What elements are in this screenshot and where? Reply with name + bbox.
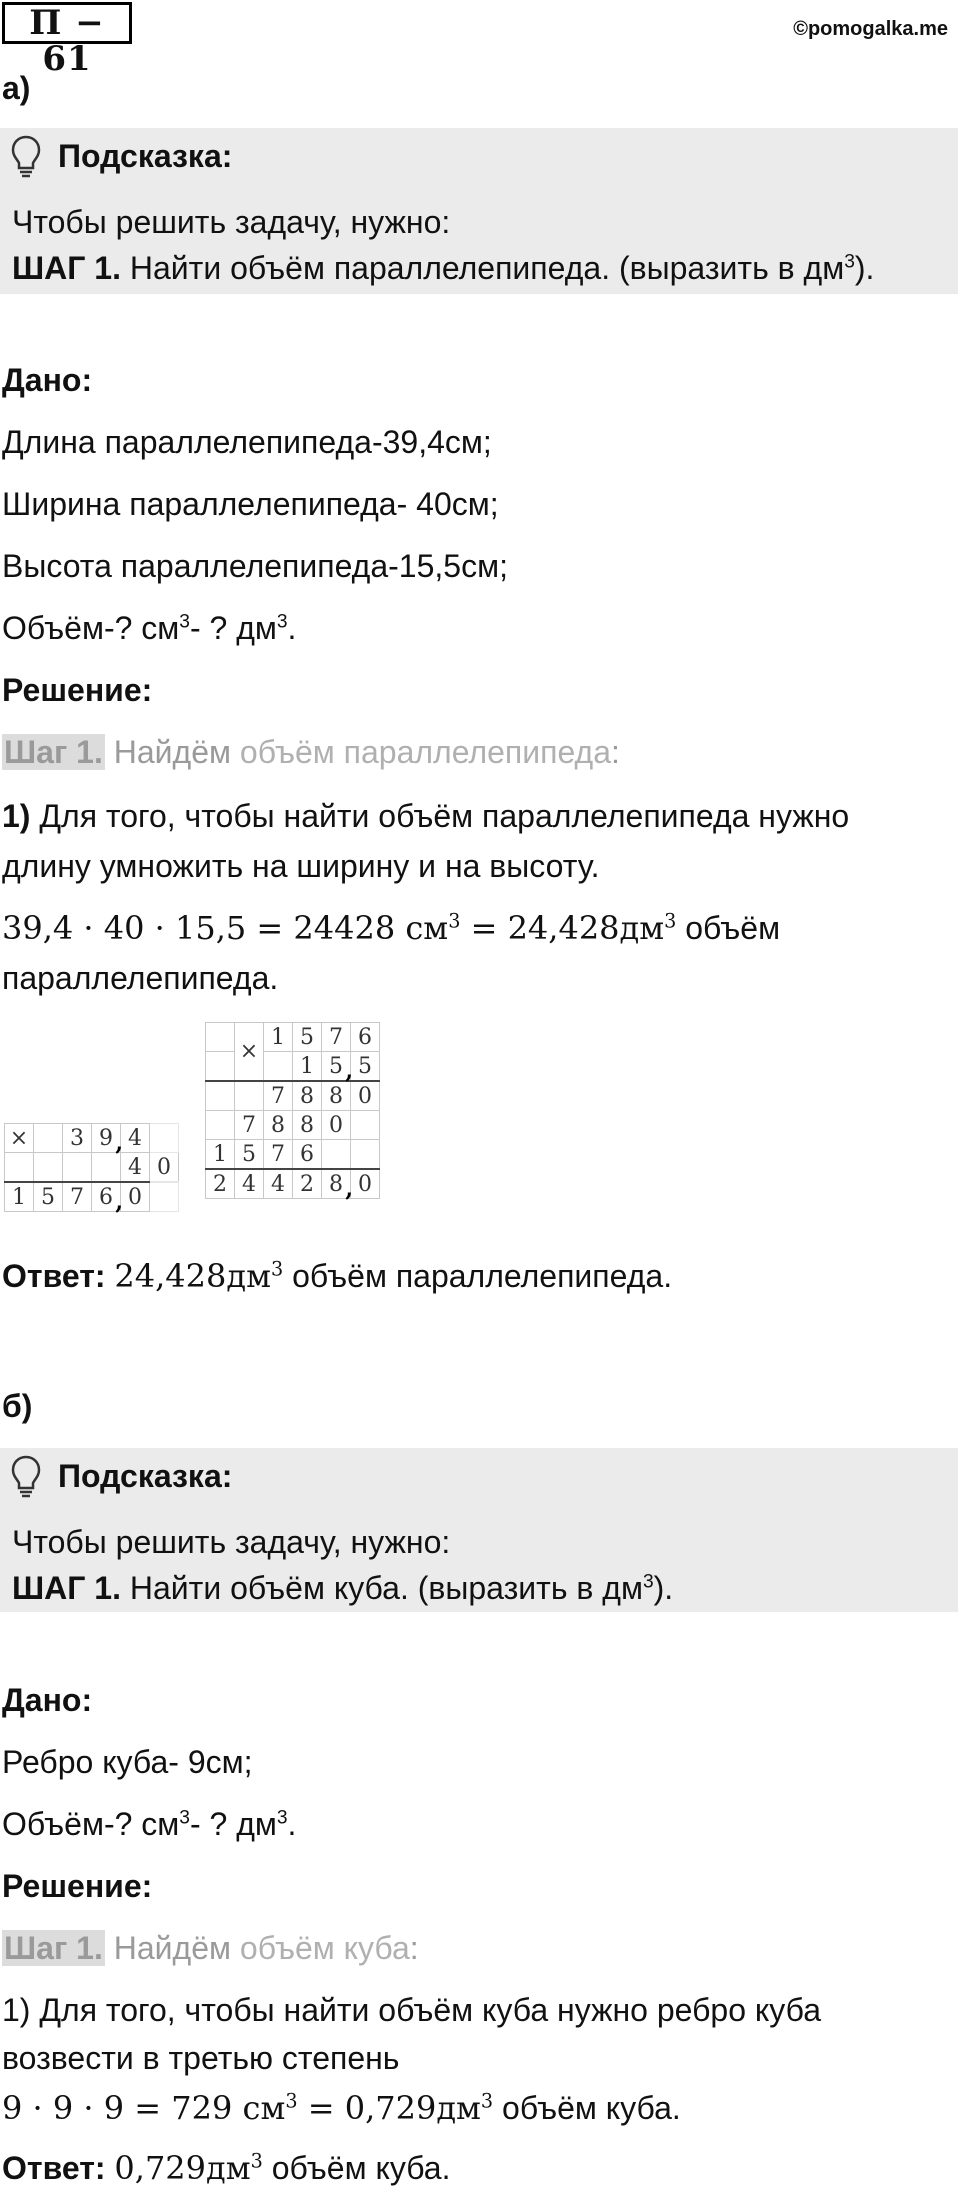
calc-cell: 4: [121, 1124, 150, 1153]
given-line: Ребро куба- 9см;: [2, 1744, 253, 1780]
find-text: .: [287, 610, 297, 646]
find-text: - ? дм: [189, 1806, 277, 1842]
calc-cell: 3: [63, 1124, 92, 1153]
calc-cell: 4: [121, 1153, 150, 1183]
answer-line: [2, 1256, 672, 1296]
calc-cell: ×: [5, 1124, 34, 1153]
calc-cell: 1: [293, 1052, 322, 1082]
calc-cell: 8: [322, 1081, 351, 1111]
solution-title: Решение:: [2, 672, 153, 708]
step-label: Шаг 1.: [4, 734, 103, 770]
calc-cell: [206, 1081, 235, 1111]
part-a-label: а): [2, 70, 31, 106]
formula-tail: объём: [685, 910, 781, 946]
step-word: Найдём: [113, 1930, 231, 1966]
answer-label: Ответ:: [2, 2150, 106, 2186]
calc-cell: [322, 1140, 351, 1170]
superscript: 3: [179, 611, 190, 633]
hint-step-label: ШАГ 1.: [12, 1570, 121, 1606]
calc-cell: 1: [206, 1140, 235, 1170]
formula-line-2: параллелепипеда.: [2, 960, 279, 996]
superscript: 3: [664, 909, 677, 933]
site-watermark: ©pomogalka.me: [793, 18, 948, 40]
hint-title: Подсказка:: [58, 138, 233, 174]
find-line: [2, 608, 296, 648]
answer-line: [2, 2148, 450, 2188]
solution-title: Решение:: [2, 1868, 153, 1904]
calc-cell: 1: [264, 1023, 293, 1052]
calc-cell: 8: [293, 1081, 322, 1111]
hint-line: Чтобы решить задачу, нужно:: [12, 1524, 451, 1560]
hint-step-end: ).: [653, 1570, 674, 1606]
given-title: Дано:: [2, 362, 93, 398]
lightbulb-icon: [10, 1454, 42, 1500]
step-rest: объём куба: [239, 1930, 410, 1966]
hint-step-end: ).: [854, 250, 875, 286]
paragraph-line: длину умножить на ширину и на высоту.: [2, 848, 600, 884]
step-label: Шаг 1.: [4, 1930, 103, 1966]
step-heading: [2, 732, 620, 772]
calc-grid-2: [205, 1022, 380, 1199]
calc-cell: 6: [351, 1023, 380, 1052]
superscript: 3: [480, 2089, 494, 2113]
given-line: Ширина параллелепипеда- 40см;: [2, 486, 499, 522]
hint-box-a: [0, 128, 958, 294]
calc-cell: [351, 1111, 380, 1140]
calc-grid-1: [4, 1123, 179, 1212]
calc-cell: [206, 1111, 235, 1140]
calc-cell: 8: [293, 1111, 322, 1140]
superscript: 3: [642, 1571, 654, 1593]
calc-cell: 5 ,: [322, 1052, 351, 1082]
part-b-label: б): [2, 1388, 33, 1424]
formula-left: 9 · 9 · 9 = 729 см: [2, 2089, 286, 2127]
given-line: Высота параллелепипеда-15,5см;: [2, 548, 508, 584]
calc-cell: 7: [322, 1023, 351, 1052]
calc-cell: [34, 1124, 63, 1153]
find-text: .: [287, 1806, 297, 1842]
step-word: Найдём: [113, 734, 231, 770]
find-text: Объём-? см: [2, 1806, 180, 1842]
answer-label: Ответ:: [2, 1258, 106, 1294]
find-line: [2, 1804, 296, 1844]
calc-cell: 2: [293, 1169, 322, 1199]
calc-cell: [351, 1140, 380, 1170]
calc-cell: 6 ,: [92, 1182, 121, 1212]
calc-cell: [150, 1182, 179, 1212]
calc-cell: 2: [206, 1169, 235, 1199]
hint-box-b: [0, 1448, 958, 1612]
superscript: 3: [276, 1807, 288, 1829]
calc-cell: [5, 1153, 34, 1183]
answer-text: объём параллелепипеда.: [292, 1258, 673, 1294]
calc-cell: [206, 1052, 235, 1082]
calc-cell: ×: [235, 1023, 264, 1082]
calc-cell: 1: [5, 1182, 34, 1212]
paragraph-line: 1) Для того, чтобы найти объём куба нужно ребро куба: [2, 1992, 821, 2028]
calc-cell: [264, 1052, 293, 1082]
calc-cell: 8 ,: [322, 1169, 351, 1199]
calc-cell: 0: [351, 1081, 380, 1111]
problem-label: П − 61: [2, 2, 132, 44]
superscript: 3: [285, 2089, 298, 2113]
hint-step-label: ШАГ 1.: [12, 250, 121, 286]
calc-cell: 5: [34, 1182, 63, 1212]
paragraph: [2, 796, 849, 836]
calc-cell: 0: [121, 1182, 150, 1212]
calc-cell: 7: [264, 1081, 293, 1111]
answer-value: 24,428дм: [114, 1257, 271, 1295]
superscript: 3: [179, 1807, 190, 1829]
hint-step-text: Найти объём куба. (выразить в дм: [129, 1570, 643, 1606]
paragraph-number: 1): [2, 798, 31, 834]
calc-cell: 8: [264, 1111, 293, 1140]
calc-cell: [34, 1153, 63, 1183]
calc-cell: 6: [293, 1140, 322, 1170]
calc-cell: 5: [293, 1023, 322, 1052]
hint-line: Чтобы решить задачу, нужно:: [12, 204, 451, 240]
calc-cell: [150, 1124, 179, 1153]
hint-step: [12, 1568, 673, 1608]
lightbulb-icon: [10, 134, 42, 180]
given-title: Дано:: [2, 1682, 93, 1718]
calc-cell: 5: [235, 1140, 264, 1170]
answer-value: 0,729дм: [114, 2149, 251, 2187]
superscript: 3: [844, 251, 855, 273]
calc-cell: 7: [264, 1140, 293, 1170]
superscript: 3: [270, 1257, 284, 1281]
hint-step-text: Найти объём параллелепипеда. (выразить в дм: [129, 250, 845, 286]
paragraph-line: возвести в третью степень: [2, 2040, 400, 2076]
step-colon: :: [611, 734, 620, 770]
calc-cell: 7: [235, 1111, 264, 1140]
calc-cell: 4: [235, 1169, 264, 1199]
calc-cell: [235, 1081, 264, 1111]
formula-left: 39,4 · 40 · 15,5 = 24428 см: [2, 909, 449, 947]
step-colon: :: [409, 1930, 419, 1966]
step-rest: объём параллелепипеда: [239, 734, 611, 770]
calc-cell: 0: [351, 1169, 380, 1199]
superscript: 3: [250, 2149, 263, 2173]
superscript: 3: [276, 611, 288, 633]
calc-cell: [92, 1153, 121, 1183]
superscript: 3: [448, 909, 461, 933]
paragraph-text: Для того, чтобы найти объём параллелепипеда нужно: [39, 798, 850, 834]
calc-cell: 0: [150, 1153, 179, 1183]
find-text: Объём-? см: [2, 610, 180, 646]
given-line: Длина параллелепипеда-39,4см;: [2, 424, 492, 460]
calc-cell: 5: [351, 1052, 380, 1082]
formula-line: [2, 2088, 681, 2128]
formula-line: [2, 908, 780, 948]
hint-step: [12, 248, 874, 288]
formula-tail: объём куба.: [502, 2090, 681, 2126]
calc-cell: [206, 1023, 235, 1052]
calc-cell: 4: [264, 1169, 293, 1199]
formula-mid: = 24,428дм: [460, 909, 665, 947]
calc-cell: 9 ,: [92, 1124, 121, 1153]
calc-cell: 0: [322, 1111, 351, 1140]
calc-cell: 7: [63, 1182, 92, 1212]
answer-text: объём куба.: [271, 2150, 451, 2186]
formula-mid: = 0,729дм: [297, 2089, 481, 2127]
step-heading: [2, 1928, 419, 1968]
find-text: - ? дм: [189, 610, 277, 646]
calc-cell: [63, 1153, 92, 1183]
hint-title: Подсказка:: [58, 1458, 233, 1494]
